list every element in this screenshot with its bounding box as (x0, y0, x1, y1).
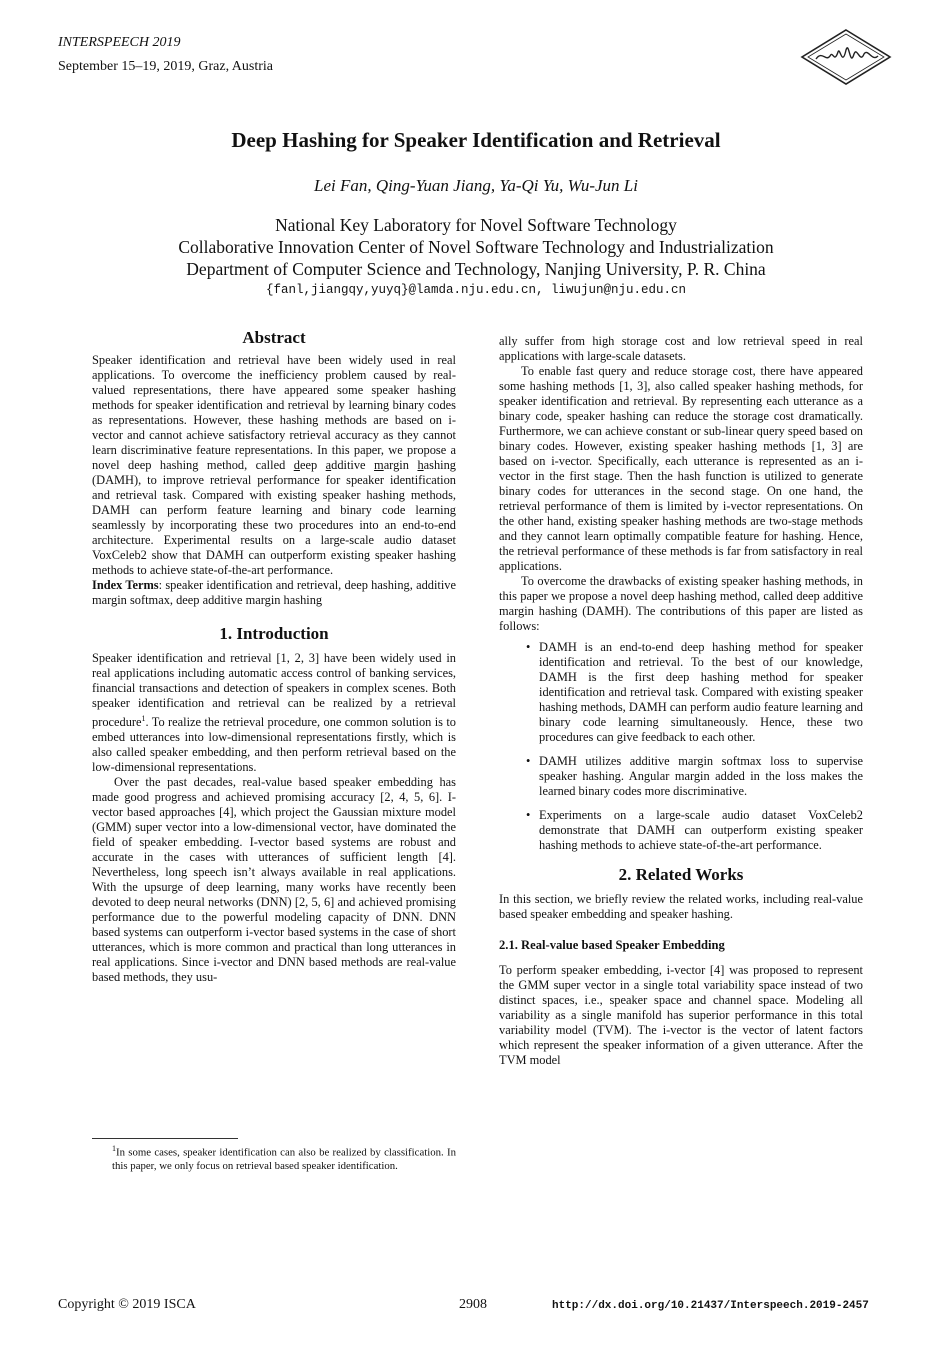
intro-paragraph: Over the past decades, real-value based speaker embedding has made good progress and achieved promising accuracy [2, 4, 5, 6]. I-vector based approaches [4], which project the Gaussian mixture model (GMM) super vector into a low-dimensional vector, have dominated the field of speaker embedding. I-vector based systems are robust and accurate in the cases with utterances of sufficient length [4]. Nevertheless, long speech isn’t always available in real applications. With the upsurge of deep learning, many works have recently been devoted to deep neural networks (DNN) [2, 5, 6] and achieved promising performance due to the powerful modeling capacity of DNN. DNN based systems can outperform i-vector based systems in the case of short utterances, which is more common and practical than long utterances in real applications. Since i-vector and DNN based methods are real-value based methods, they usu- (92, 775, 456, 985)
footnote-rule (92, 1138, 238, 1139)
intro-paragraph: To overcome the drawbacks of existing speaker hashing methods, in this paper we propose a novel deep hashing method, called deep additive margin hashing (DAMH). The contributions of this paper are listed as follows: (499, 574, 863, 633)
conference-dates: September 15–19, 2019, Graz, Austria (58, 59, 274, 74)
right-column (499, 334, 863, 1068)
intro-paragraph: Speaker identification and retrieval [1, 2, 3] have been widely used in real applications including automatic access control of banking services, financial transactions and detection of speakers in complex scenes. Both speaker identification and retrieval can be realized by a retrieval procedure$^1$. To realize the retrieval procedure, one common solution is to embed utterances into low-dimensional representations firstly, which is also called speaker embedding, and then perform retrieval based on the low-dimensional representations. (92, 651, 456, 775)
index-terms: Index Terms: speaker identification and retrieval, deep hashing, additive margin softmax, deep additive margin hashing (92, 578, 456, 607)
left-column (92, 330, 456, 985)
author-emails: {fanl,jiangqy,yuyq}@lamda.nju.edu.cn, liwujun@nju.edu.cn (265, 283, 687, 297)
affiliation-line: National Key Laboratory for Novel Software Technology (275, 215, 677, 235)
list-item: • Experiments on a large-scale audio dataset VoxCeleb2 demonstrate that DAMH can outperform existing speaker hashing methods to achieve state-of-the-art performance. (526, 808, 863, 852)
bullet-icon: • (526, 754, 531, 768)
intro-paragraph: To enable fast query and reduce storage cost, there have appeared some hashing methods [1, 3], also called speaker hashing methods, for speaker identification and retrieval. By representing each utterance as a binary code, speaker hashing can reduce the storage cost dramatically. Furthermore, we can achieve constant or sub-linear query speed based on binary codes. However, existing speaker hashing methods [1, 3] are based on i-vector. Specifically, each utterance is represented as an i-vector in the first stage. Then the hash function is utilized to generate binary codes for utterances in the second stage. On one hand, the retrieval performance of them is limited by i-vector representations. On the other hand, existing speaker hashing methods are two-stage methods and they cannot learn optimally compatible feature for hashing. Hence, the retrieval performance of these methods is far from satisfactory in real applications. (499, 364, 863, 573)
related-works-text: In this section, we briefly review the related works, including real-value based speaker embedding and speaker hashing. (499, 892, 863, 921)
abstract-heading: Abstract (242, 328, 306, 347)
related-works-heading: 2. Related Works (618, 865, 744, 884)
paper-authors: Lei Fan, Qing-Yuan Jiang, Ya-Qi Yu, Wu-Jun Li (314, 176, 638, 195)
list-item: • DAMH is an end-to-end deep hashing method for speaker identification and retrieval. To the best of our knowledge, DAMH is the first deep hashing method for speaker identification and retrieval task. Compared with existing speaker hashing methods, DAMH can perform audio feature learning and binary code learning simultaneously. Hence, these two procedures can give feedback to each other. (526, 640, 863, 744)
affiliation-line: Department of Computer Science and Technology, Nanjing University, P. R. China (186, 259, 766, 279)
contribution-list (499, 640, 863, 853)
bullet-icon: • (526, 640, 531, 654)
copyright: Copyright © 2019 ISCA (58, 1297, 196, 1312)
doi-link[interactable]: http://dx.doi.org/10.21437/Interspeech.2019-2457 (552, 1300, 869, 1312)
isca-logo (800, 28, 892, 86)
bullet-icon: • (526, 808, 531, 822)
footnote-ref: 1 (141, 714, 146, 723)
subsection-heading: 2.1. Real-value based Speaker Embedding (499, 938, 725, 952)
affiliations (0, 214, 952, 280)
intro-paragraph: ally suffer from high storage cost and low retrieval speed in real applications with large-scale datasets. (499, 334, 863, 363)
abstract-text: Speaker identification and retrieval have been widely used in real applications. To overcome the inefficiency problem caused by real-valued representations, there have appeared some speaker hashing methods for speaker identification and retrieval by learning binary codes as representations. However, these hashing methods are based on i-vector and cannot achieve satisfactory retrieval accuracy as they cannot learn discriminative feature representations. In this paper, we propose a novel deep hashing method, called deep additive margin hashing (DAMH), to improve retrieval performance for speaker identification and retrieval task. Compared with existing speaker hashing methods, DAMH can perform feature learning and binary code learning seamlessly by incorporating these two procedures into an end-to-end architecture. Experimental results on a large-scale audio dataset VoxCeleb2 show that DAMH can outperform existing speaker hashing methods to achieve state-of-the-art performance. (92, 353, 456, 577)
introduction-heading: 1. Introduction (219, 624, 329, 643)
paper-title: Deep Hashing for Speaker Identification and Retrieval (231, 128, 721, 152)
subsection-text: To perform speaker embedding, i-vector [4] was proposed to represent the GMM super vector in a single total variability space instead of two distinct spaces, i.e., speaker space and channel space. Modeling all variability as a single manifold has superior performance in this total variability model (TVM). The i-vector is the vector of latent factors which represent the speaker information of a given utterance. After the TVM model (499, 963, 863, 1067)
list-item: • DAMH utilizes additive margin softmax loss to supervise speaker hashing. Angular margin added in the loss makes the learned binary codes more discriminative. (526, 754, 863, 798)
affiliation-line: Collaborative Innovation Center of Novel Software Technology and Industrialization (178, 237, 774, 257)
page-number: 2908 (459, 1297, 487, 1312)
venue-name: INTERSPEECH 2019 (58, 35, 181, 50)
footnote: $^1$In some cases, speaker identification can also be realized by classification. In this paper, we only focus on retrieval based speaker identification. (112, 1144, 456, 1173)
